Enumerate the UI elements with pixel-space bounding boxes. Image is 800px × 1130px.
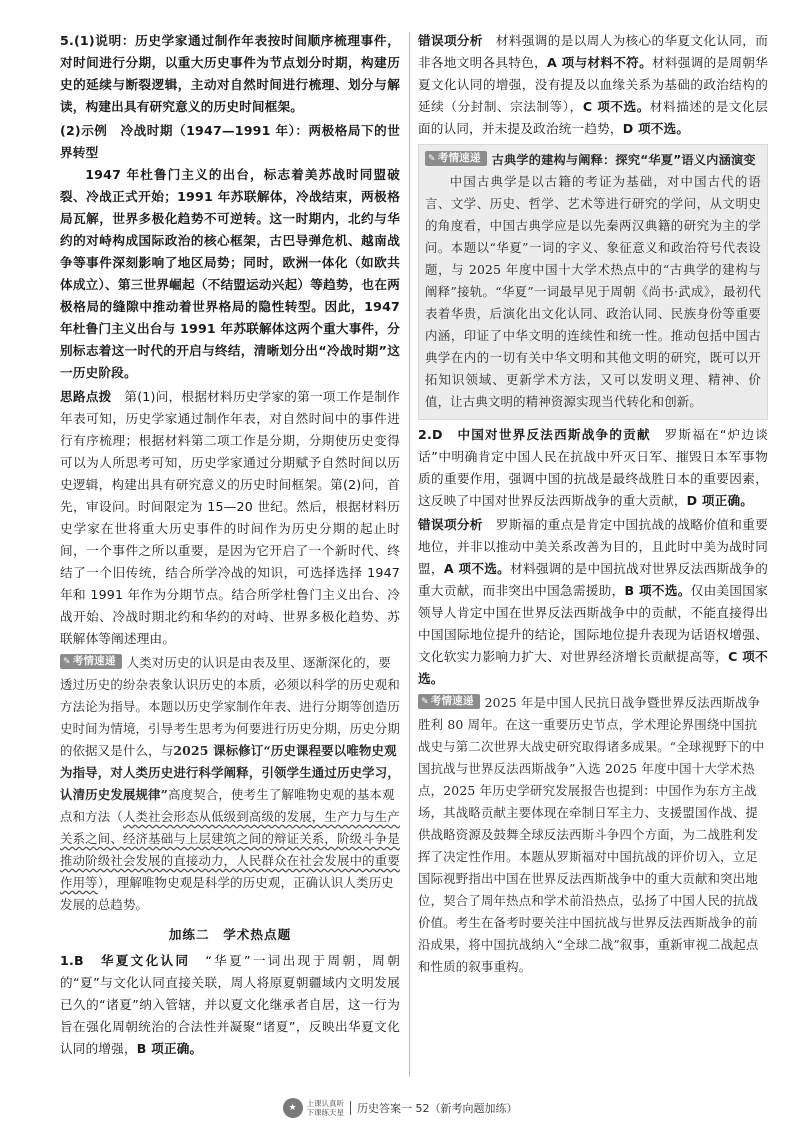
kaoqing-tag-2: ✎ 考情速递 bbox=[425, 151, 487, 166]
pen-icon: ✎ bbox=[421, 697, 429, 707]
q5-part1: 5.(1)说明：历史学家通过制作年表按时间顺序梳理事件，对时间进行分期，以重大历史事件为节点划分时期，构建历史的延续与断裂逻辑，主动对自然时间进行梳理、划分与解读，构建出具有研究意义的历史时间框架。 bbox=[60, 33, 400, 114]
footer-page-label: 历史答案一 52（新考向题加练） bbox=[357, 1102, 518, 1115]
section-title: 加练二 学术热点题 bbox=[168, 927, 292, 942]
q5-number: 5. bbox=[60, 33, 74, 48]
page-footer bbox=[0, 1098, 800, 1118]
q1-answer: 1.B 华夏文化认同 “华夏”一词出现于周朝，周朝的“夏”与文化认同直接关联，周人将原夏朝疆域内文明发展已久的“诸夏”纳入管辖，并以夏文化继承者自居，这一行为旨在强化周朝统治的合法性并凝聚“诸夏”，反映出华夏文化认同的增强，B 项正确。 bbox=[60, 953, 401, 1056]
pen-icon: ✎ bbox=[63, 657, 71, 667]
column-divider bbox=[409, 32, 410, 1077]
left-column bbox=[60, 30, 400, 1060]
q2-wrong-analysis: 错误项分析 罗斯福的重点是肯定中国抗战的战略价值和重要地位，并非以推动中美关系改善为目的，且此时中美为战时同盟，A 项不选。材料强调的是中国抗战对世界反法西斯战争的重大贡献，而非突出中国急需援助，B 项不选。仅由美国国家领导人肯定中国在世界反法西斯战争中的贡献，不能直接得出中国国际地位提升的结论，国际地位提升表现为话语权增强、文化软实力影响力扩大、对世界经济增长贡献提高等，C 项不选。 bbox=[418, 517, 769, 686]
wavy-underlined-text: 人类社会形态从低级到高级的发展，生产力与生产关系之间、经济基础与上层建筑之间的辩证关系，阶级斗争是推动阶级社会发展的直接动力，人民群众在社会发展中的重要作用等 bbox=[60, 809, 400, 890]
note-kaoqing-2 bbox=[418, 144, 768, 420]
q1-wrong-analysis: 错误项分析 材料强调的是以周人为核心的华夏文化认同，而非各地文明各具特色，A 项与材料不符。材料强调的是周朝华夏文化认同的增强，没有提及以血缘关系为基础的政治结构的延续（分封制、宗法制等），C 项不选。材料描述的是文化层面的认同，并未提及政治统一趋势，D 项不选。 bbox=[418, 33, 769, 136]
q5-part2-body: 1947 年杜鲁门主义的出台，标志着美苏战时同盟破裂、冷战正式开始；1991 年苏联解体，冷战结束，两极格局瓦解，世界多极化趋势不可逆转。这一时期内，北约与华约的对峙构成国际政治的核心框架，古巴导弹危机、越南战争等事件深刻影响了地区局势；同时，欧洲一体化（如欧共体成立）、第三世界崛起（不结盟运动兴起）等趋势，也在两极格局的缝隙中推动着世界格局的隐性转型。因此，1947 年杜鲁门主义出台与 1991 年苏联解体这两个重大事件，分别标志着这一时代的开启与终结，清晰划分出“冷战时期”这一历史阶段。 bbox=[60, 167, 400, 380]
note-kaoqing-1: ✎ 考情速递 人类对历史的认识是由表及里、逐渐深化的，要透过历史的纷杂表象认识历史的本质，必须以科学的历史观和方法论为指导。本题以历史学家制作年表、进行分期等创造历史时间为情境，引导考生思考为何要进行历史分期，历史分期的依据又是什么，与2025 课标修订“历史课程要以唯物史观为指导，对人类历史进行科学阐释，引领学生通过历史学习，认清历史发展规律”高度契合，使考生了解唯物史观的基本观点和方法（人类社会形态从低级到高级的发展，生产力与生产关系之间、经济基础与上层建筑之间的辩证关系，阶级斗争是推动阶级社会发展的直接动力，人民群众在社会发展中的重要作用等），理解唯物史观是科学的历史观，正确认识人类历史发展的总趋势。 bbox=[60, 655, 400, 912]
footer-separator bbox=[350, 1101, 351, 1115]
brand-slogan: 上课认真听 下课练天星 bbox=[306, 1099, 344, 1117]
idea-label: 思路点拨 bbox=[60, 389, 112, 404]
right-column bbox=[418, 30, 768, 978]
note2-body: 中国古典学是以古籍的考证为基础，对中国古代的语言、文学、历史、哲学、艺术等进行研究的学问，从文明史的角度看，中国古典学应是以先秦两汉典籍的研究为主的学问。本题以“华夏”一词的字义、象征意义和政治符号代表设题，与 2025 年度中国十大学术热点中的“古典学的建构与阐释”接轨。“华夏”一词最早见于周朝《尚书·武成》，最初代表着华贵，后演化出文化认同、政治认同、民族身份等重要内涵，印证了中华文明的连续性和统一性。推动包括中国古典学在内的一切有关中华文明和其他文明的研究，既可以开拓知识领域、更新学术方法，又可以发明义理、精神、价值，让古典文明的精神资源实现当代转化和创新。 bbox=[425, 174, 761, 409]
brand-logo-icon: ★ bbox=[283, 1098, 303, 1118]
q5-idea: 思路点拨 第(1)问，根据材料历史学家的第一项工作是制作年表可知，历史学家通过制作年表，对自然时间中的事件进行有序梳理；根据材料第二项工作是分期，分期使历史变得可以为人所思考可知，历史学家通过分期赋予自然时间以历史逻辑，构建出具有研究意义的历史时间框架。第(2)问，首先，审设问。时间限定为 15—20 世纪。然后，根据材料历史学家在世将重大历史事件的时间作为历史分期的起止时间，一个事件之所以重要，是因为它开启了一个新时代、终结了一个旧传统，结合所学冷战的知识，可选择选择 1947 年和 1991 年作为分期节点。结合所学杜鲁门主义出台、冷战开始、冷战时期北约和华约的对峙、世界多极化趋势、苏联解体等阐述理由。 bbox=[60, 389, 400, 646]
q5-part2-title: (2)示例 冷战时期（1947—1991 年）：两极格局下的世界转型 bbox=[60, 123, 400, 160]
pen-icon: ✎ bbox=[428, 154, 436, 164]
note-kaoqing-3: ✎ 考情速递 2025 年是中国人民抗日战争暨世界反法西斯战争胜利 80 周年。在这一重要历史节点，学术理论界围绕中国抗战史与第二次世界大战史研究取得诸多成果。“全球视野下的中国抗战与世界反法西斯战争”入选 2025 年度中国十大学术热点，2025 年历史学研究发展报告也提到：中国作为东方主战场，其战略贡献主要体现在牵制日军主力、支援盟国作战、提供战略资源及鼓舞全球反法西斯斗争四个方面，为二战胜利发挥了决定性作用。本题从罗斯福对中国抗战的评价切入，立足国际视野指出中国在世界反法西斯战争中的重大贡献和突出地位，契合了周年热点和学术前沿热点，弘扬了中国人民的抗战价值。考生在备考时要关注中国抗战与世界反法西斯战争的前沿成果，将中国抗战纳入“全球二战”叙事，重新审视二战起点和性质的叙事重构。 bbox=[418, 695, 765, 974]
note2-header: ✎ 考情速递 古典学的建构与阐释：探究“华夏”语义内涵演变 bbox=[425, 149, 761, 171]
q2-answer: 2.D 中国对世界反法西斯战争的贡献 罗斯福在“炉边谈话”中明确肯定中国人民在抗战中歼灭日军、摧毁日本军事物质的重要作用，强调中国的抗战是最终战胜日本的重要因素，这反映了中国对世界反法西斯战争的重大贡献，D 项正确。 bbox=[418, 427, 768, 508]
kaoqing-tag-3: ✎ 考情速递 bbox=[418, 694, 480, 709]
kaoqing-tag-1: ✎ 考情速递 bbox=[60, 654, 122, 669]
